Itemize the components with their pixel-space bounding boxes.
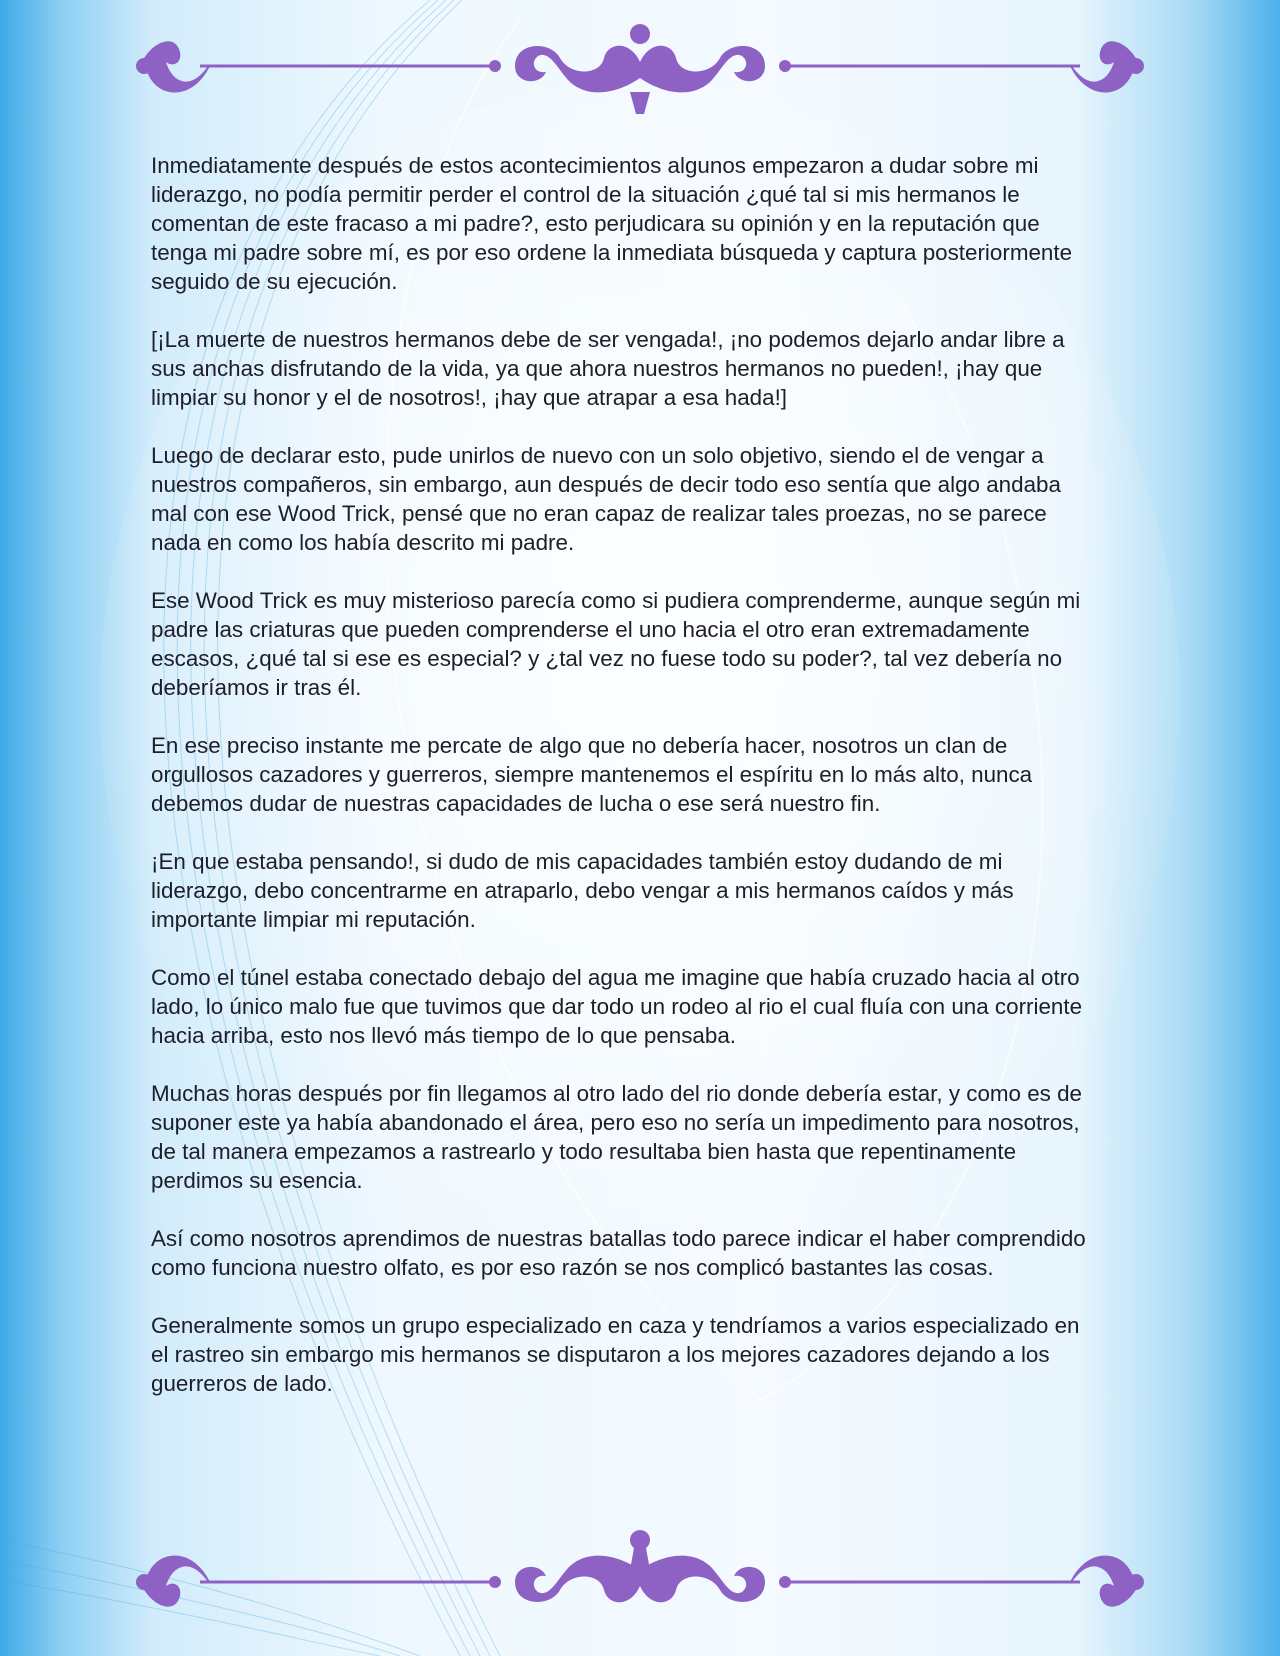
paragraph-2: [¡La muerte de nuestros hermanos debe de ser vengada!, ¡no podemos dejarlo andar libre a sus anchas disfrutando de la vida, ya que ahora nuestros hermanos no pueden!, ¡hay que limpiar su honor y el de nosotros!, ¡hay que atrapar a esa hada!] bbox=[151, 327, 1065, 410]
document-body bbox=[151, 151, 1101, 1427]
paragraph-3: Luego de declarar esto, pude unirlos de nuevo con un solo objetivo, siendo el de vengar a nuestros compañeros, sin embargo, aun después de decir todo eso sentía que algo andaba mal con ese Wood Trick, pensé que no eran capaz de realizar tales proezas, no se parece nada en como los había descrito mi padre. bbox=[151, 443, 1061, 555]
paragraph-7: Como el túnel estaba conectado debajo del agua me imagine que había cruzado hacia al otro lado, lo único malo fue que tuvimos que dar todo un rodeo al rio el cual fluía con una corriente hacia arriba, esto nos llevó más tiempo de lo que pensaba. bbox=[151, 965, 1083, 1048]
paragraph-5: En ese preciso instante me percate de algo que no debería hacer, nosotros un clan de orgullosos cazadores y guerreros, siempre mantenemos el espíritu en lo más alto, nunca debemos dudar de nuestras capacidades de lucha o ese será nuestro fin. bbox=[151, 733, 1033, 816]
paragraph-10: Generalmente somos un grupo especializado en caza y tendríamos a varios especializado en el rastreo sin embargo mis hermanos se disputaron a los mejores cazadores dejando a los guerreros de lado. bbox=[151, 1313, 1080, 1396]
bottom-ornament-divider bbox=[130, 1530, 1150, 1630]
top-ornament-divider bbox=[130, 22, 1150, 122]
paragraph-8: Muchas horas después por fin llegamos al otro lado del rio donde debería estar, y como es de suponer este ya había abandonado el área, pero eso no sería un impedimento para nosotros, de tal manera empezamos a rastrearlo y todo resultaba bien hasta que repentinamente perdimos su esencia. bbox=[151, 1081, 1083, 1193]
paragraph-6: ¡En que estaba pensando!, si dudo de mis capacidades también estoy dudando de mi liderazgo, debo concentrarme en atraparlo, debo vengar a mis hermanos caídos y más importante limpiar mi reputación. bbox=[151, 849, 1014, 932]
paragraph-9: Así como nosotros aprendimos de nuestras batallas todo parece indicar el haber comprendido como funciona nuestro olfato, es por eso razón se nos complicó bastantes las cosas. bbox=[151, 1226, 1086, 1280]
paragraph-1: Inmediatamente después de estos acontecimientos algunos empezaron a dudar sobre mi liderazgo, no podía permitir perder el control de la situación ¿qué tal si mis hermanos le comentan de este fracaso a mi padre?, esto perjudicara su opinión y en la reputación que tenga mi padre sobre mí, es por eso ordene la inmediata búsqueda y captura posteriormente seguido de su ejecución. bbox=[151, 153, 1073, 294]
paragraph-4: Ese Wood Trick es muy misterioso parecía como si pudiera comprenderme, aunque según mi padre las criaturas que pueden comprenderse el uno hacia el otro eran extremadamente escasos, ¿qué tal si ese es especial? y ¿tal vez no fuese todo su poder?, tal vez debería no deberíamos ir tras él. bbox=[151, 588, 1081, 700]
